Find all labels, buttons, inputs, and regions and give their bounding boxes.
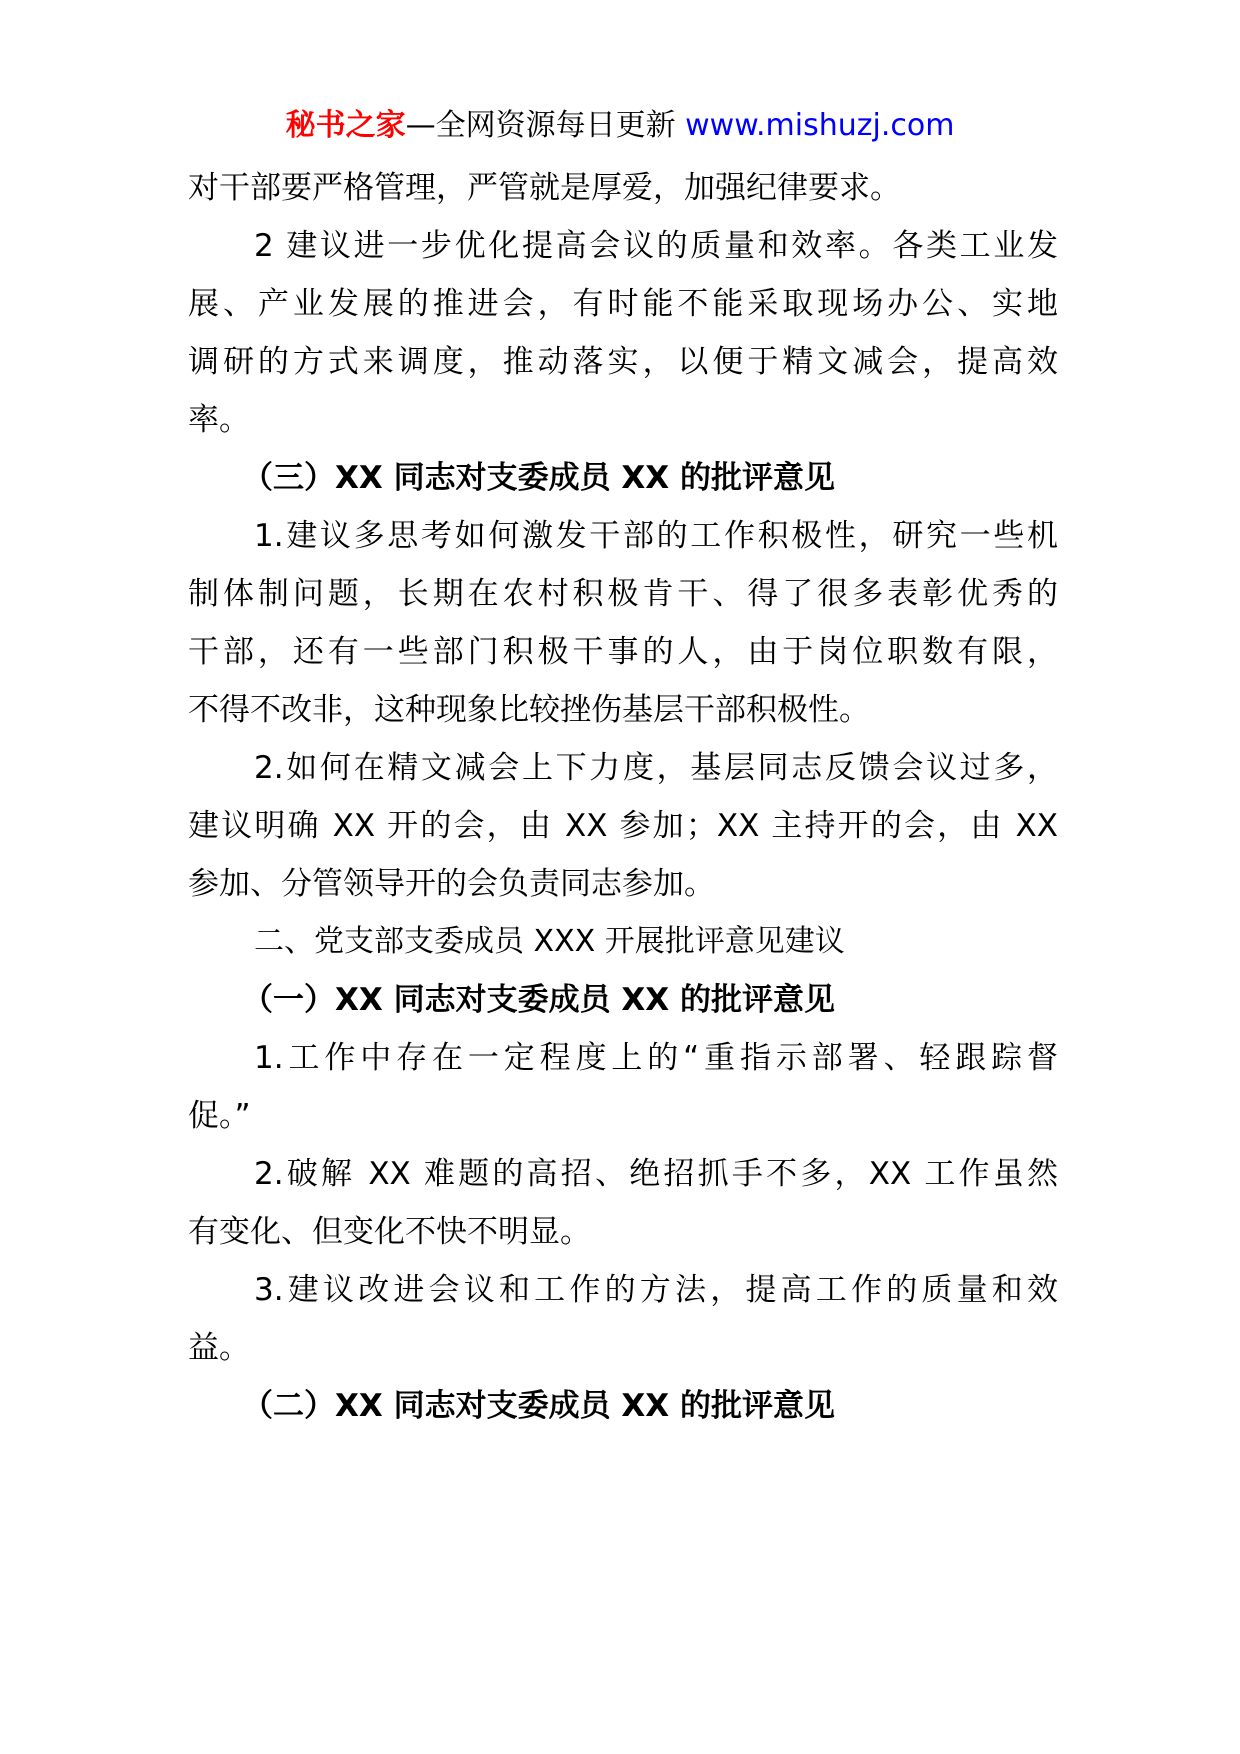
paragraph-line: 建议明确 XX 开的会，由 XX 参加；XX 主持开的会，由 XX <box>188 808 1058 844</box>
paragraph-line: 对干部要严格管理，严管就是厚爱，加强纪律要求。 <box>188 170 901 206</box>
page-header <box>0 104 1240 148</box>
paragraph-line: 1.建议多思考如何激发干部的工作积极性，研究一些机 <box>254 518 1058 554</box>
header-slogan: —全网资源每日更新 <box>405 108 676 143</box>
paragraph-line: 参加、分管领导开的会负责同志参加。 <box>188 866 715 902</box>
header-url-link[interactable]: www.mishuzj.com <box>685 108 955 143</box>
paragraph-line: 促。” <box>188 1098 251 1134</box>
paragraph-line: 2.破解 XX 难题的高招、绝招抓手不多，XX 工作虽然 <box>254 1156 1058 1192</box>
header-brand: 秘书之家 <box>285 108 406 143</box>
section-heading: （三）XX 同志对支委成员 XX 的批评意见 <box>242 460 835 496</box>
paragraph-line: 2.如何在精文减会上下力度，基层同志反馈会议过多， <box>254 750 1058 786</box>
paragraph-line: 不得不改非，这种现象比较挫伤基层干部积极性。 <box>188 692 870 728</box>
paragraph-line: 1.工作中存在一定程度上的“重指示部署、轻跟踪督 <box>254 1040 1058 1076</box>
paragraph-line: 3.建议改进会议和工作的方法，提高工作的质量和效 <box>254 1272 1058 1308</box>
paragraph-line: 制体制问题，长期在农村积极肯干、得了很多表彰优秀的 <box>188 576 1058 612</box>
section-title: 二、党支部支委成员 XXX 开展批评意见建议 <box>254 924 845 959</box>
section-heading: （二）XX 同志对支委成员 XX 的批评意见 <box>242 1388 835 1424</box>
paragraph-line: 益。 <box>188 1330 250 1366</box>
paragraph-line: 有变化、但变化不快不明显。 <box>188 1214 591 1250</box>
paragraph-line: 干部，还有一些部门积极干事的人，由于岗位职数有限， <box>188 634 1058 670</box>
paragraph-line: 2 建议进一步优化提高会议的质量和效率。各类工业发 <box>254 228 1058 264</box>
paragraph-line: 调研的方式来调度，推动落实，以便于精文减会，提高效 <box>188 344 1058 380</box>
section-heading: （一）XX 同志对支委成员 XX 的批评意见 <box>242 982 835 1018</box>
paragraph-line: 展、产业发展的推进会，有时能不能采取现场办公、实地 <box>188 286 1058 322</box>
paragraph-line: 率。 <box>188 402 250 438</box>
